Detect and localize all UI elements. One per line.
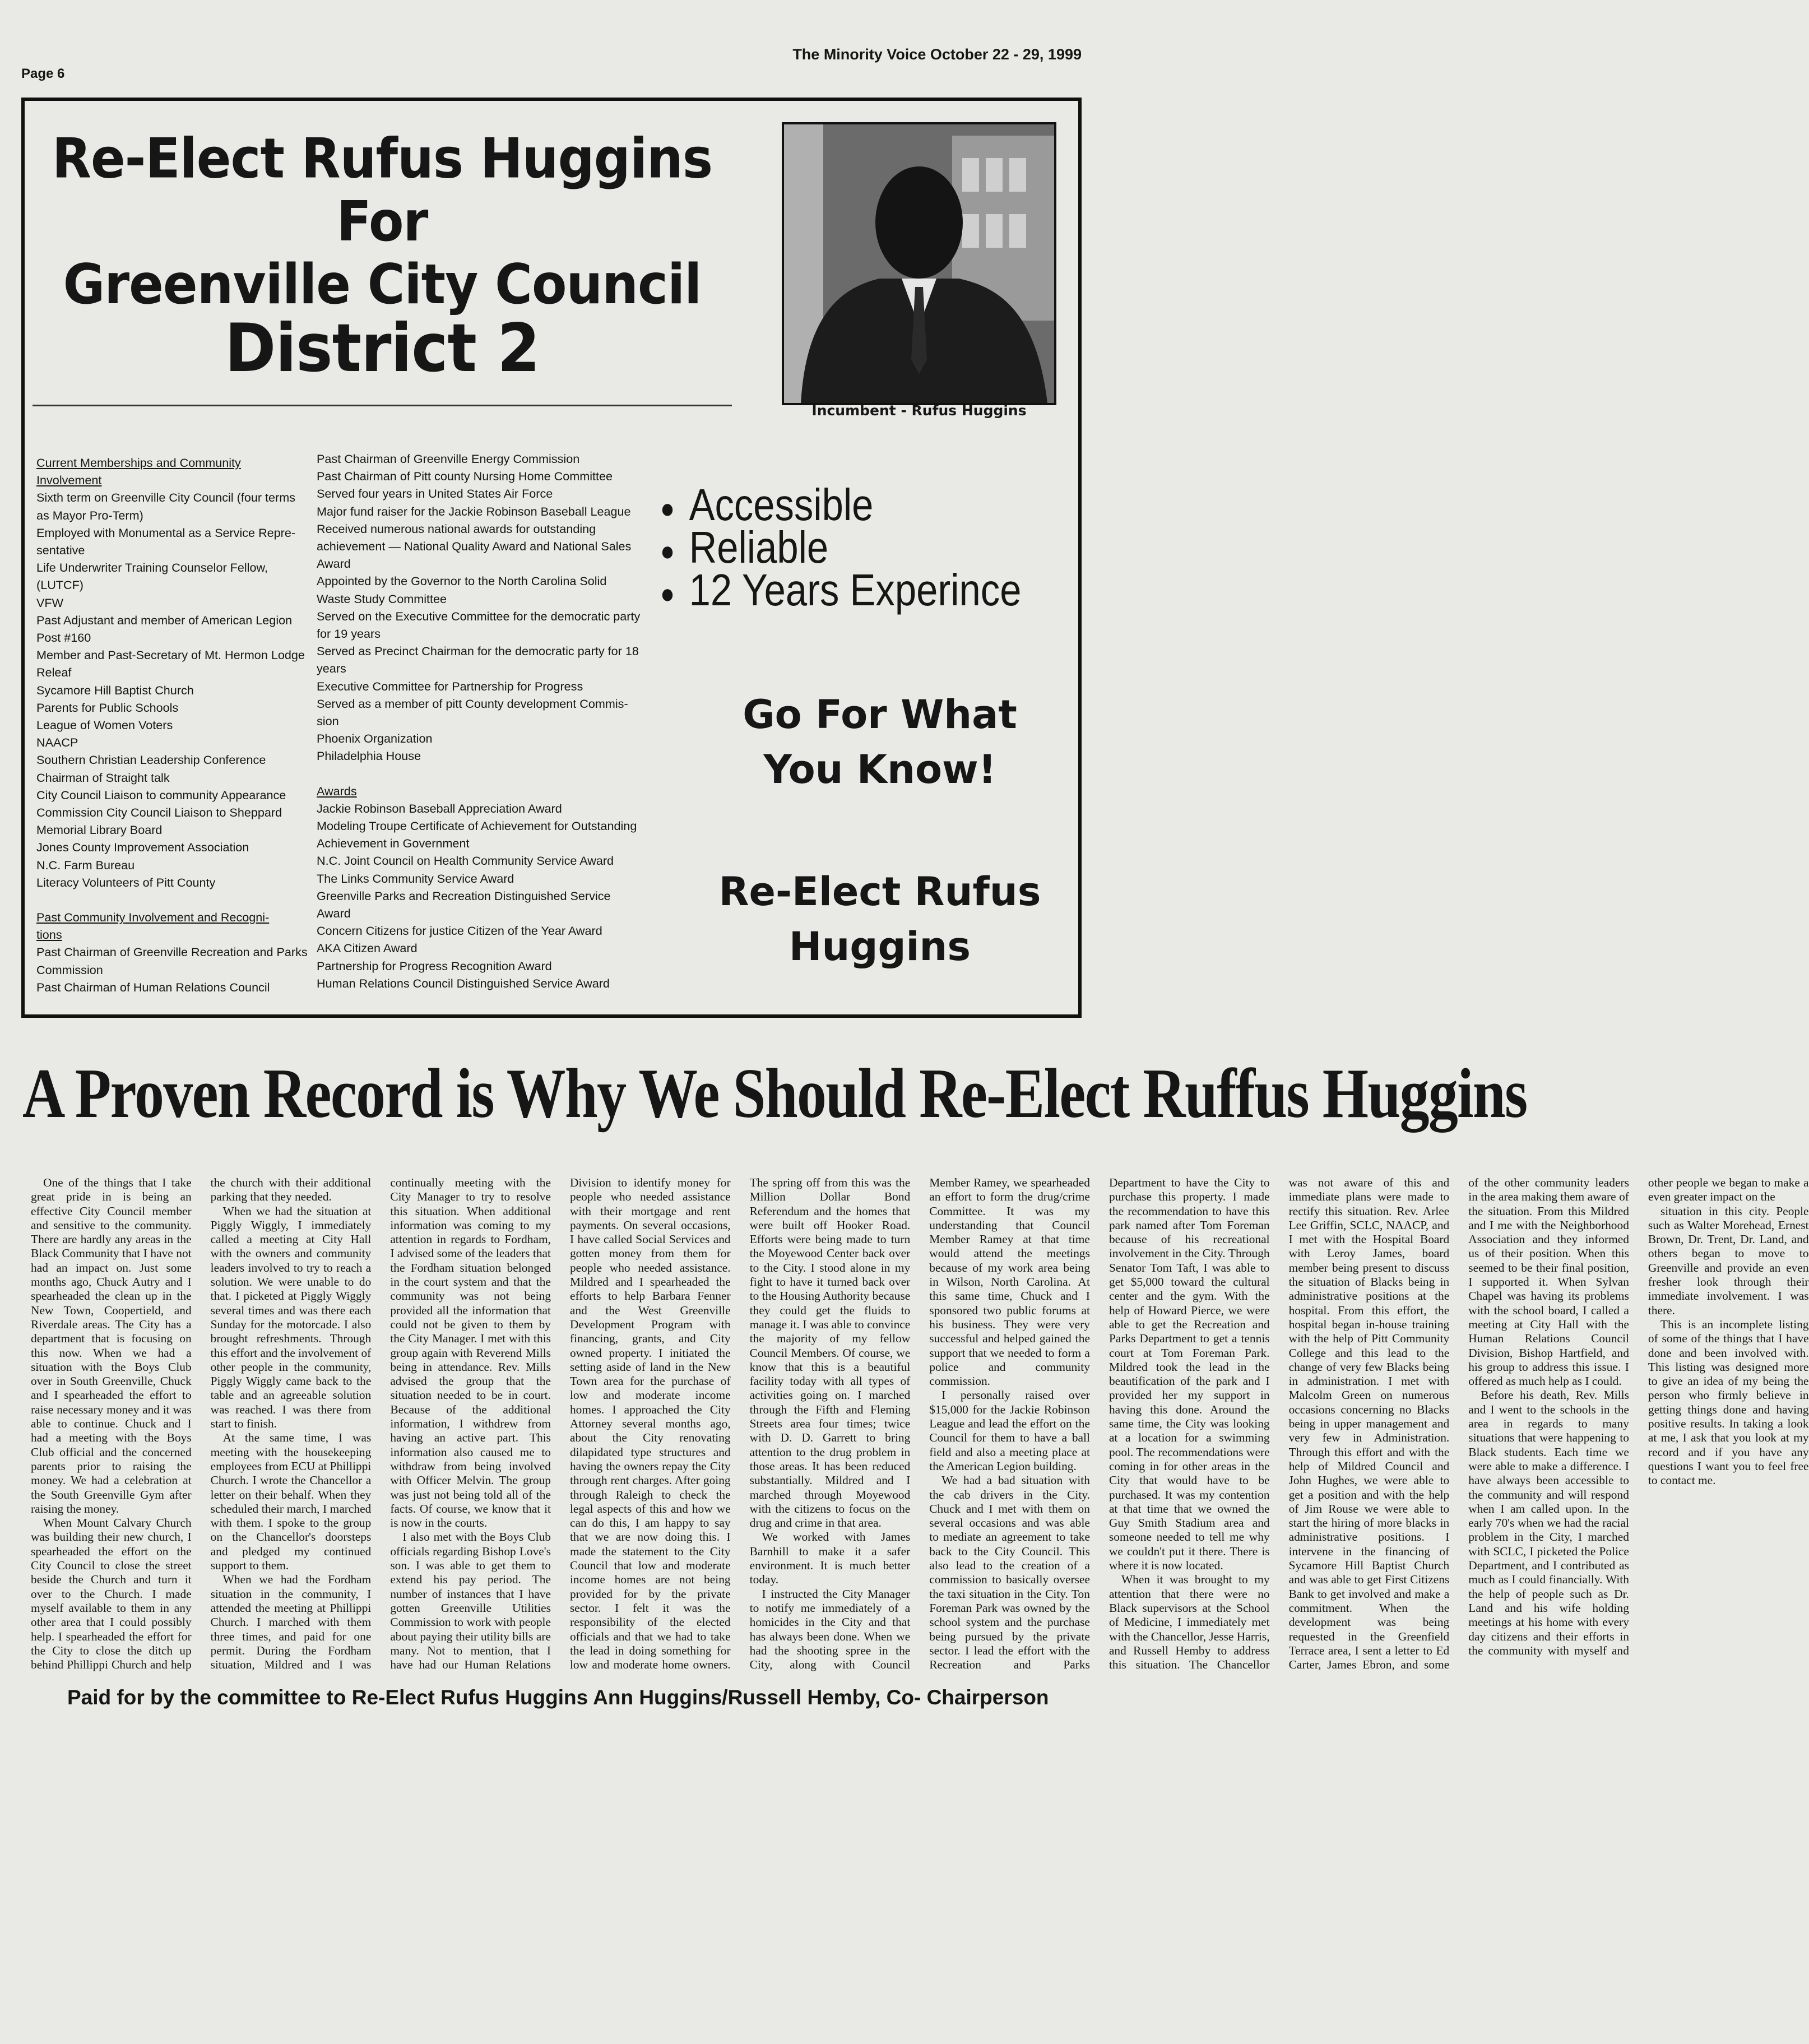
list-item: The Links Community Service Award (317, 871, 514, 886)
candidate-photo (782, 122, 1056, 405)
list-item: N.C. Farm Bureau (36, 858, 135, 872)
list-item: Commission (36, 962, 103, 977)
list-item: Sixth term on Greenville City Council (four terms (36, 490, 296, 505)
list-item: Jones County Improvement Association (36, 840, 249, 855)
article-paragraph: This is an incomplete listing of some of the things that I have done and been involved with. This listing was designed more to give an idea of my being the person who firmly believe in getting things done and having positive results. In taking a look at me, I ask that you look at my record and if you have any questions I want you to feel free to contact me. (1648, 1317, 1809, 1487)
list-item: Releaf (36, 665, 72, 680)
list-heading: tions (36, 928, 62, 942)
list-item: Achievement in Government (317, 836, 470, 851)
publication-header: The Minority Voice October 22 - 29, 1999 (792, 46, 1082, 63)
memberships-list (36, 454, 317, 996)
list-heading: Past Community Involvement and Recogni- (36, 910, 270, 925)
list-item: Jackie Robinson Baseball Appreciation Award (317, 801, 562, 815)
list-item: achievement — National Quality Award and National Sales (317, 539, 632, 554)
list-item: Served four years in United States Air Force (317, 486, 553, 501)
article-paragraph: At the same time, I was meeting with the housekeeping employees from ECU at Phillippi Church. I wrote the Chancellor a letter on their behalf. When they scheduled their march, I marched with them. I spoke to the group on the Chancellor's doorsteps and pledged my continued support to them. (210, 1431, 372, 1573)
list-spacer (317, 765, 642, 782)
article-body (31, 1176, 1809, 1675)
list-item: Parents for Public Schools (36, 700, 179, 715)
list-item: Award (317, 906, 351, 921)
list-item: Past Chairman of Pitt county Nursing Home Committee (317, 469, 613, 484)
qualities-list (660, 480, 1086, 615)
article-paragraph: We worked with James Barnhill to make it a safer environment. It is much better today. (749, 1530, 911, 1587)
list-item: for 19 years (317, 627, 381, 641)
ad-title-line-3: Greenville City Council (63, 253, 702, 317)
article-paragraph: One of the things that I take great pride in is being an effective City Council member and sensitive to the community. There are hardly any areas in the Black Community that I have not had an impact on. Just some months ago, Chuck Autry and I spearheaded the clean up in the New Town, Coopertield, and Riverdale areas. The City has a department that is focusing on this now. When we had a situation with the Boys Club over in South Greenville, Chuck and I spearheaded the effort to raise necessary money and it was able to continue. Chuck and I had a meeting with the Boys Club official and the concerned parents prior to raising the money. We had a celebration at the South Greenville Gym after raising the money. (31, 1176, 192, 1515)
list-item: Commission City Council Liaison to Sheppard (36, 805, 282, 820)
article-paragraph: I instructed the City Manager to notify me immediately of a homicides in the City and that has always been done. When we had the shooting spree in the City, along with Council Member Ramey, we spearheaded an effort to form the drug/crime Committee. It was my understanding that Council Member Ramey at that time would attend the meetings because of my work area being in Wilson, North Carolina. At this same time, Chuck and I sponsored two public forums at his business. They were very successful and helped gained the support that we needed to form a police and community commission. (749, 1176, 1090, 1672)
slogan-line-2: You Know! (763, 747, 996, 792)
list-item: Philadelphia House (317, 749, 421, 763)
list-heading: Involvement (36, 473, 102, 488)
bullet-icon: ● (660, 492, 675, 524)
list-item: Served as a member of pitt County development Commis- (317, 696, 628, 711)
ad-title-line-1: Re-Elect Rufus Huggins (52, 127, 713, 191)
slogan (684, 687, 1076, 797)
candidate-portrait-icon (784, 124, 1054, 403)
ad-title (33, 127, 732, 387)
list-item: Waste Study Committee (317, 591, 447, 606)
list-item: years (317, 661, 346, 676)
bullet-icon: ● (660, 535, 675, 567)
list-item: Served as Precinct Chairman for the democratic party for 18 (317, 644, 639, 659)
list-item: Chairman of Straight talk (36, 770, 170, 785)
list-item: NAACP (36, 735, 78, 750)
list-item: Modeling Troupe Certificate of Achievement for Outstanding (317, 819, 637, 833)
title-divider (33, 405, 732, 406)
list-item: Concern Citizens for justice Citizen of the Year Award (317, 924, 602, 938)
photo-caption: Incumbent - Rufus Huggins (811, 402, 1027, 419)
list-item: Employed with Monumental as a Service Repre- (36, 525, 296, 540)
list-spacer (36, 891, 317, 909)
page-number: Page 6 (21, 66, 65, 81)
list-item: Major fund raiser for the Jackie Robinson Baseball League (317, 504, 631, 518)
closing-call (684, 864, 1076, 974)
closing-line-1: Re-Elect Rufus (718, 869, 1041, 915)
article-paragraph: I also met with the Boys Club officials regarding Bishop Love's son. I was able to get them to extend his pay period. The number of instances that I have gotten Greenville Utilities Commission to work with people about paying their utility bills are many. Not to mention, that I have had our Human Relations Division to identify money for people who needed assistance with their mortgage and rent payments. On several occasions, I have called Social Services and gotten money from them for people who needed assistance. Mildred and I spearheaded the efforts to help Barbara Fenner and the West Greenville Development Program with financing, grants, and City owned property. I initiated the setting aside of land in the New Town area for the purchase of low and moderate income homes. I approached the City Attorney several months ago, about the City renovating dilapidated type structures and having the owners repay the City through rent charges. After going through Raleigh to check the legal aspects of this and how we can do this, I am happy to say that we are now doing this. I made the statement to the City Council that low and moderate income homes are not being provided for by the private sector. I felt it was the responsibility of the elected officials and that we had to take the lead in doing something for low and moderate home owners. The spring off from this was the Million Dollar Bond Referendum and the homes that were built off Hooker Road. Efforts were being made to turn the Moyewood Center back over to the City. I stood alone in my fight to have it turned back over to the Housing Authority because they could get the fluids to manage it. I was able to convince the majority of my fellow Council Members. Of course, we know that this is a beautiful facility today with all types of activities going on. I marched through the Fifth and Fleming Streets area four times; twice with D. D. Garrett to bring attention to the drug problem in those areas. It has been reduced substantially. Mildred and I marched through Moyewood with the citizens to focus on the drug and crime in that area. (390, 1176, 911, 1672)
bullet-icon: ● (660, 577, 675, 609)
list-item: Past Chairman of Greenville Energy Commission (317, 452, 580, 466)
quality-item: ● Reliable (660, 522, 829, 572)
list-item: Past Chairman of Human Relations Council (36, 980, 270, 994)
list-item: Memorial Library Board (36, 823, 163, 837)
list-item: Life Underwriter Training Counselor Fellow, (36, 560, 268, 575)
article-paragraph: When Mount Calvary Church was building their new church, I spearheaded the effort on the City Council to close the street beside the Church and turn it over to the Church. I made myself available to them in any other area that I could possibly help. I spearheaded the effort for the City to close the ditch up behind Phillippi Church and help the church with their additional parking that they needed. (31, 1176, 372, 1672)
list-item: Post #160 (36, 631, 91, 645)
list-item: Greenville Parks and Recreation Distinguished Service (317, 888, 611, 903)
achievements-list (317, 450, 642, 992)
article-paragraph: We had a bad situation with the cab drivers in the City. Chuck and I met with them on several occasions and was able to mediate an agreement to take back to the City Council. This also lead to the creation of a commission to basically oversee the taxi situation in the City. Ton Foreman Park was owned by the school system and the purchase being pursued by the private sector. I lead the effort with the Recreation and Parks Department to have the City to purchase this property. I made the recommendation to have this park named after Tom Foreman because of his recreational involvement in the City. Through Senator Tom Taft, I was able to get $5,000 toward the cultural center and the gym. With the help of Howard Pierce, we were able to get the Recreation and Parks Department to get a tennis court at Tom Foreman Park. Mildred took the lead in the beautification of the park and I provided her my support in having this done. Around the same time, the City was looking at a location for a swimming pool. The recommendations were coming in for other areas in the City that would have to be purchased. It was my contention at that time that we owned the Guy Smith Stadium area and someone needed to tell me why we couldn't put it there. There is where it is now located. (929, 1176, 1270, 1672)
list-item: Appointed by the Governor to the North Carolina Solid (317, 574, 607, 588)
list-item: Sycamore Hill Baptist Church (36, 683, 194, 697)
list-item: Member and Past-Secretary of Mt. Hermon Lodge (36, 648, 305, 662)
list-item: Human Relations Council Distinguished Service Award (317, 976, 610, 990)
list-item: City Council Liaison to community Appearance (36, 787, 286, 802)
article-paragraph: When we had the Fordham situation in the community, I attended the meeting at Phillippi Church. I marched with them three times, and paid for one permit. During the Fordham situation, Mildred and I was continually meeting with the City Manager to try to resolve this situation. When additional information was coming to my attention in regards to Fordham, I advised some of the leaders that the Fordham situation belonged in the court system and that the community was not being provided all the information that could not be given to them by the City Manager. I met with this group again with Reverend Mills being in attendance. Rev. Mills advised the group that the situation needed to be in court. Because of the additional information, I withdrew from having an active part. This information also caused me to withdraw from being involved with Officer Melvin. The group was just not being told all of the facts. Of course, we know that it is now in the courts. (210, 1176, 551, 1672)
list-item: Executive Committee for Partnership for Progress (317, 679, 583, 693)
closing-line-2: Huggins (788, 924, 971, 970)
list-item: Received numerous national awards for outstanding (317, 521, 596, 536)
list-item: Past Adjustant and member of American Legion (36, 613, 293, 627)
list-item: N.C. Joint Council on Health Community Service Award (317, 854, 614, 868)
list-item: AKA Citizen Award (317, 941, 418, 956)
list-item: (LUTCF) (36, 578, 84, 592)
list-item: Award (317, 557, 351, 571)
ad-title-line-2: For (336, 190, 428, 254)
article-paragraph: situation in this city. People such as Walter Morehead, Ernest Brown, Dr. Trent, Dr. Land, and others began to move to Greenville and provide an even fresher look through their immediate involvement. I was there. (1648, 1204, 1809, 1317)
list-item: as Mayor Pro-Term) (36, 508, 143, 522)
list-item: sion (317, 714, 339, 729)
list-item: League of Women Voters (36, 718, 173, 733)
list-item: Phoenix Organization (317, 731, 433, 746)
list-heading: Current Memberships and Community (36, 456, 241, 470)
quality-item: ● Accessible (660, 480, 874, 530)
article-headline: A Proven Record is Why We Should Re-Elect Ruffus Huggins (22, 1055, 1527, 1133)
list-item: Past Chairman of Greenville Recreation and Parks (36, 945, 308, 960)
article-paragraph: Before his death, Rev. Mills and I went to the schools in the area in regards to many situations that were happening to Black students. Each time we were able to make a difference. I have always been accessible to the community and will respond when I am called upon. In the early 70's when we had the racial problem in the City, I marched with SCLC, I picketed the Police Department, and I contributed as much as I could financially. With the help of people such as Dr. Land and his wife holding meetings at his home with every day citizens and their efforts in the community with myself and other people we began to make a even greater impact on the (1468, 1176, 1809, 1657)
list-item: VFW (36, 595, 63, 610)
slogan-line-1: Go For What (743, 692, 1017, 738)
list-heading: Awards (317, 784, 357, 798)
article-paragraph: When it was brought to my attention that there were no Black supervisors at the School of Medicine, I immediately met with the Chancellor, Jesse Harris, and Russell Hemby to address this situation. The Chancellor was not aware of this and immediate plans were made to rectify this situation. Rev. Arlee Lee Griffin, SCLC, NAACP, and I met with the Hospital Board with Leroy James, board member being present to discuss the situation of Blacks being in administrative positions at the hospital. From this effort, the hospital began in-house training with the help of Pitt Community College and this lead to the change of very few Blacks being in administration. I met with Malcolm Green on numerous occasions concerning no Blacks being in upper management and very few in Administration. Through this effort and with the help of Mildred Council and John Hughes, we were able to get a position and with the help of Jim Rouse we were able to start the hiring of more blacks in administrative positions. I intervene in the financing of Sycamore Hill Baptist Church and was able to get First Citizens Bank to get involved and make a commitment. When the development was being requested in the Greenfield Terrace area, I sent a letter to Ed Carter, James Ebron, and some of the other community leaders in the area making them aware of the situation. From this Mildred and I me with the Neighborhood Association and they informed us of their position. When this seemed to be their final position, I supported it. When Sylvan Chapel was having its problems with the school board, I called a meeting at City Hall with the Human Relations Council Division, Bishop Hartfield, and his group to address this issue. I offered as much help as I could. (1108, 1176, 1629, 1672)
list-item: Served on the Executive Committee for the democratic party (317, 609, 641, 623)
quality-item: ● 12 Years Experince (660, 564, 1022, 615)
ad-title-line-4: District 2 (225, 309, 540, 387)
article-paragraph: I personally raised over $15,000 for the Jackie Robinson League and lead the effort on the Council for them to have a ball field and also a meeting place at the American Legion building. (929, 1388, 1090, 1473)
article-paragraph: When we had the situation at Piggly Wiggly, I immediately called a meeting at City Hall with the owners and community leaders involved to try to reach a solution. We were unable to do that. I picketed at Piggly Wiggly several times and was there each Sunday for the motorcade. I also brought refreshments. Through this effort and the involvement of other people in the community, Piggly Wiggly came back to the table and an agreeable solution was reached. I was there from start to finish. (210, 1204, 372, 1431)
paid-for-notice: Paid for by the committee to Re-Elect Rufus Huggins Ann Huggins/Russell Hemby, Co- Chairperson (67, 1686, 1049, 1709)
list-item: Literacy Volunteers of Pitt County (36, 875, 216, 889)
list-item: sentative (36, 543, 85, 558)
list-item: Southern Christian Leadership Conference (36, 753, 266, 767)
list-item: Partnership for Progress Recognition Award (317, 958, 552, 973)
